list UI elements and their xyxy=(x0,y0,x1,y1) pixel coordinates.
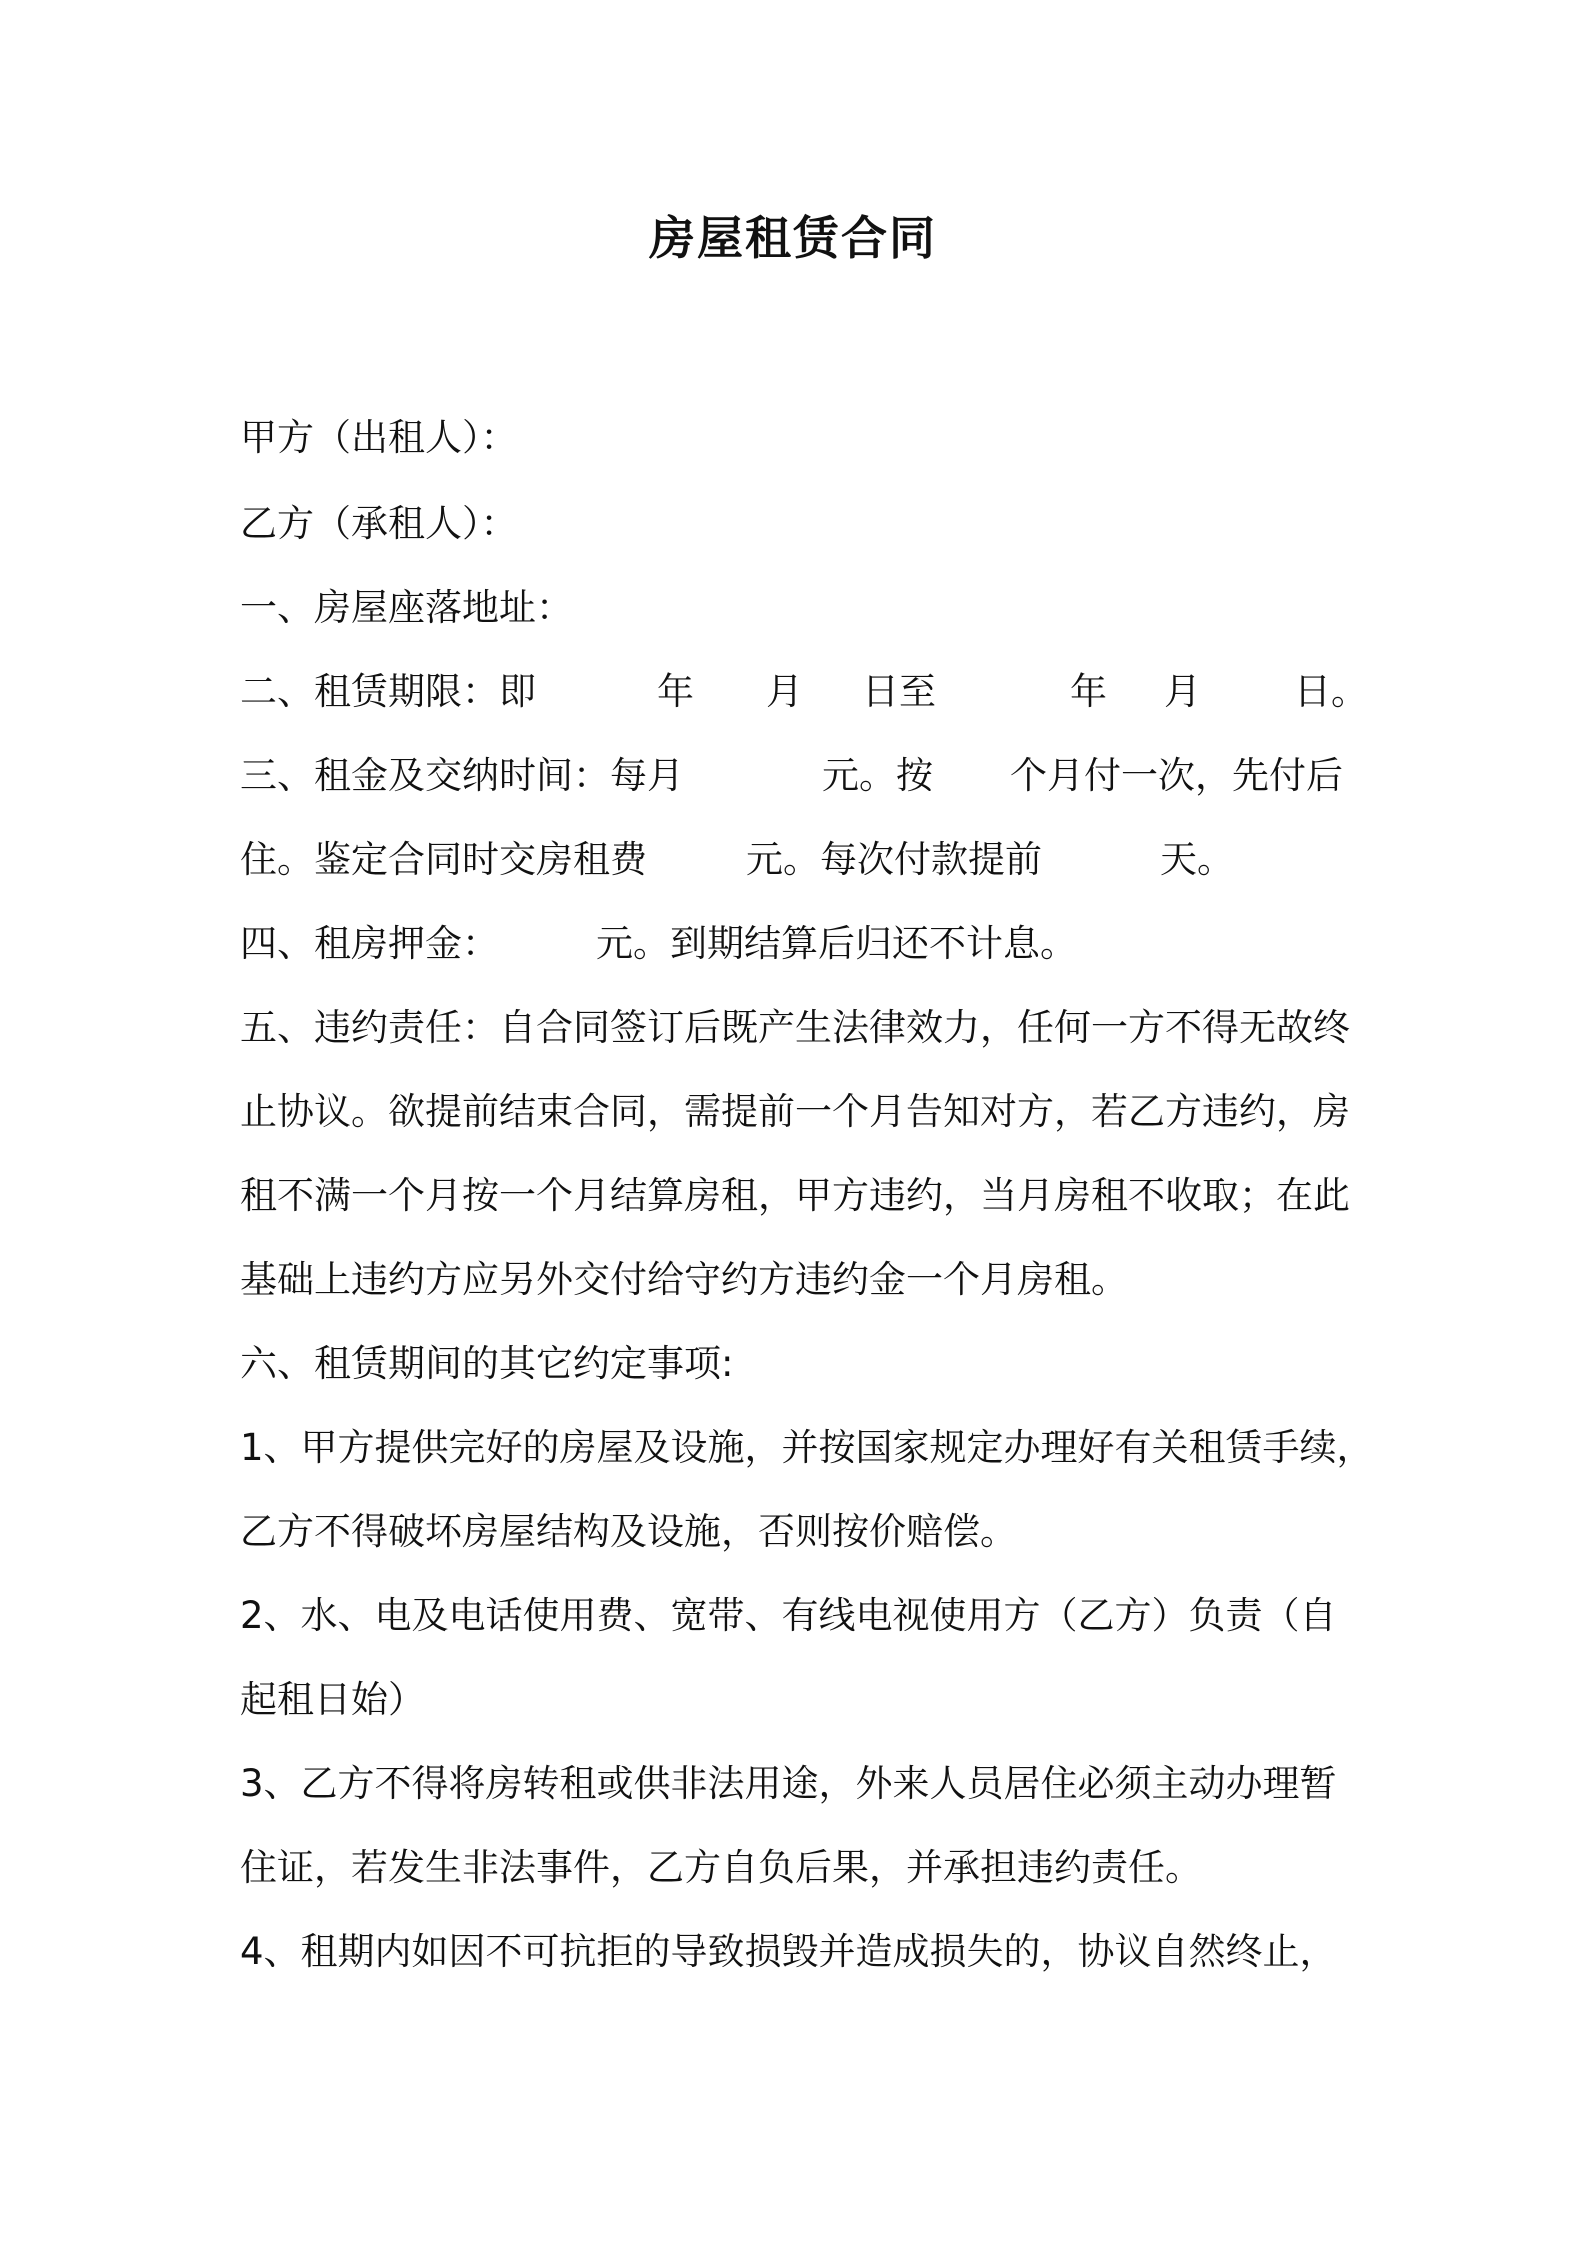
payment-interval-label: 个月付一次，先付后 xyxy=(1010,754,1343,797)
monthly-yuan-label: 元。按 xyxy=(822,754,933,797)
item-2-line: 2、水、电及电话使用费、宽带、有线电视使用方（乙方）负责（自 xyxy=(240,1594,1337,1637)
start-day-to-label: 日至 xyxy=(862,670,936,713)
end-day-label: 日。 xyxy=(1294,670,1368,713)
item-2-line: 起租日始） xyxy=(240,1678,425,1721)
advance-days-label: 天。 xyxy=(1160,838,1234,881)
clause-3-rent-line-1 xyxy=(0,750,1586,802)
party-b-line: 乙方（承租人）： xyxy=(240,502,518,545)
deposit-terms: 元。到期结算后归还不计息。 xyxy=(596,922,1077,965)
clause-2-label: 二、租赁期限：即 xyxy=(240,670,536,713)
clause-4-deposit xyxy=(0,918,1586,970)
document-title: 房屋租赁合同 xyxy=(649,211,937,265)
clause-5-line: 五、违约责任：自合同签订后既产生法律效力，任何一方不得无故终 xyxy=(240,1006,1350,1049)
clause-3-rent-line-2 xyxy=(0,834,1586,886)
clause-2-lease-period xyxy=(0,666,1586,718)
start-month-label: 月 xyxy=(766,670,803,713)
clause-5-line: 止协议。欲提前结束合同，需提前一个月告知对方，若乙方违约，房 xyxy=(240,1090,1350,1133)
party-a-line: 甲方（出租人）： xyxy=(240,416,518,459)
clause-3-label: 三、租金及交纳时间：每月 xyxy=(240,754,684,797)
item-1-line: 1、甲方提供完好的房屋及设施，并按国家规定办理好有关租赁手续， xyxy=(240,1426,1374,1469)
item-4-line: 4、租期内如因不可抗拒的导致损毁并造成损失的，协议自然终止， xyxy=(240,1930,1337,1973)
clause-1-address: 一、房屋座落地址： xyxy=(240,586,573,629)
deposit-label: 四、租房押金： xyxy=(240,922,499,965)
clause-5-line: 基础上违约方应另外交付给守约方违约金一个月房租。 xyxy=(240,1258,1128,1301)
clause-6-heading: 六、租赁期间的其它约定事项: xyxy=(240,1342,734,1385)
end-year-label: 年 xyxy=(1070,670,1107,713)
advance-payment-label: 元。每次付款提前 xyxy=(746,838,1042,881)
start-year-label: 年 xyxy=(657,670,694,713)
signing-rent-label: 住。鉴定合同时交房租费 xyxy=(240,838,647,881)
item-3-line: 3、乙方不得将房转租或供非法用途，外来人员居住必须主动办理暂 xyxy=(240,1762,1337,1805)
item-3-line: 住证，若发生非法事件，乙方自负后果，并承担违约责任。 xyxy=(240,1846,1202,1889)
clause-5-line: 租不满一个月按一个月结算房租，甲方违约，当月房租不收取；在此 xyxy=(240,1174,1350,1217)
item-1-line: 乙方不得破坏房屋结构及设施，否则按价赔偿。 xyxy=(240,1510,1017,1553)
end-month-label: 月 xyxy=(1164,670,1201,713)
